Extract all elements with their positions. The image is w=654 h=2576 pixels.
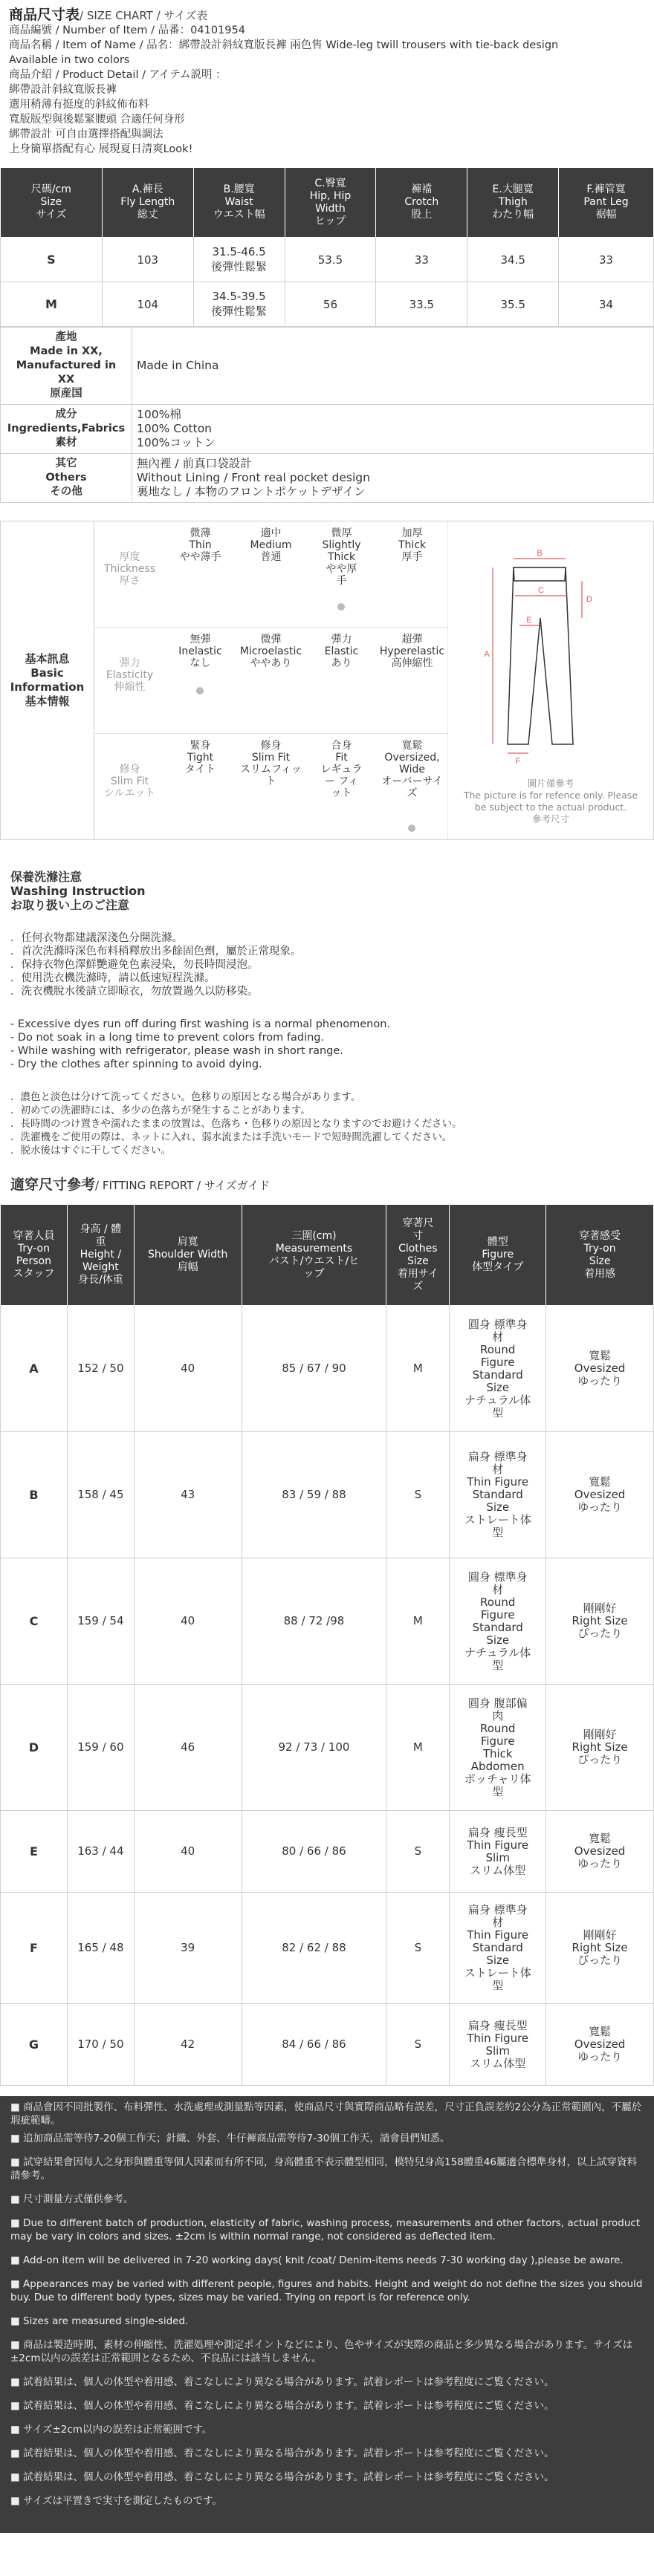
measurements: 92 / 73 / 100: [242, 1685, 386, 1811]
description-line: 商品介紹 / Product Detail / アイテム説明 ：: [9, 69, 227, 81]
fabric-row: [1, 405, 654, 454]
diagram-label-c: C: [538, 586, 544, 595]
figure-type: 圓身 標準身 材 Round Figure Standard Size ナチュラル体 型: [450, 1306, 546, 1432]
col-header-crotch: 褲襠 Crotch 股上: [376, 168, 467, 238]
size-row-s: [1, 238, 654, 282]
figure-type: 扁身 標準身 材 Thin Figure Standard Size ストレート体 型: [450, 1432, 546, 1558]
note-line: ■ Due to different batch of production, elasticity of fabric, washing process, measurements and other factors, actual product may be vary in colors and sizes. ±2cm is within normal range, not considered as deflected item.: [10, 2217, 641, 2242]
fitting-row-b: [1, 1432, 654, 1558]
note-line: ■ 商品は製造時期、素材の伸縮性、洗濯処理や測定ポイントなどにより、色やサイズが実際の商品と多少異なる場合があります。サイズは±2cm以内の誤差は正常範囲となるため、不良品には該当しません。: [10, 2339, 633, 2364]
diagram-label-e: E: [526, 616, 532, 625]
note-line: ■ 試着結果は、個人の体型や着用感、着こなしにより異なる場合があります。試着レポートは参考程度にご覧ください。: [10, 2400, 554, 2412]
pant-leg-value: 33: [559, 238, 654, 282]
option-hyperelastic: 超彈 Hyperelastic 高伸縮性: [379, 634, 445, 669]
origin-label: 產地 Made in XX, Manufactured in XX 原産国: [1, 328, 132, 405]
person-label: F: [1, 1893, 68, 2004]
col-header-fly-length: A.褲長 Fly Length 総丈: [102, 168, 193, 238]
thickness-label: 厚度 Thickness 厚さ: [103, 551, 156, 587]
option-microelastic: 微彈 Microelastic ややあり: [239, 634, 302, 669]
figure-type: 扁身 瘦長型 Thin Figure Slim スリム体型: [450, 2004, 546, 2086]
height-weight: 163 / 44: [67, 1811, 134, 1893]
washing-instructions: [0, 870, 654, 1157]
others-value: 無內裡 / 前真口袋設計 Without Lining / Front real pocket design 裏地なし / 本物のフロントポケットデザイン: [132, 454, 654, 503]
product-description: [9, 23, 645, 157]
crotch-value: 33: [376, 238, 467, 282]
fitting-row-g: [1, 2004, 654, 2086]
diagram-caption: 圖片僅參考 The picture is for refence only. Please be subject to the actual product. 參考尺寸: [463, 778, 638, 824]
figure-type: 圓身 標準身 材 Round Figure Standard Size ナチュラル体 型: [450, 1558, 546, 1685]
fitting-row-e: [1, 1811, 654, 1893]
fitting-row-a: [1, 1306, 654, 1432]
description-line: 商品名稱 / Item of Name / 品名：綁帶設計斜紋寬版長褲 兩色售 Wide-leg twill trousers with tie-back design: [9, 39, 559, 51]
description-line: 商品編號 / Number of Item / 品番：04101954: [9, 25, 245, 36]
shoulder-width: 40: [134, 1306, 242, 1432]
col-header-pant-leg: F.褲管寬 Pant Leg 裾幅: [559, 168, 654, 238]
option-thin: 微薄 Thin やや薄手: [179, 527, 221, 563]
note-line: ■ 商品會因不同批製作、布料彈性、水洗處理或測量點等因素，使商品尺寸與實際商品略有誤差，尺寸正負誤差約2公分為正常範圍內，不屬於瑕疵範疇。: [10, 2101, 642, 2127]
crotch-value: 33.5: [376, 282, 467, 327]
try-on-feel: 寬鬆 Ovesized ゆったり: [546, 1432, 654, 1558]
clothes-size: S: [386, 1432, 450, 1558]
waist-value: 31.5-46.5 後彈性鬆緊: [193, 238, 285, 282]
person-label: E: [1, 1811, 68, 1893]
try-on-feel: 寬鬆 Ovesized ゆったり: [546, 2004, 654, 2086]
others-label: 其它 Others その他: [1, 454, 132, 503]
measurements: 80 / 66 / 86: [242, 1811, 386, 1893]
selected-dot: [196, 687, 204, 695]
pant-leg-value: 34: [559, 282, 654, 327]
col-header-waist: B.腰寬 Waist ウエスト幅: [193, 168, 285, 238]
selected-dot: [408, 824, 415, 832]
measurements: 82 / 62 / 88: [242, 1893, 386, 2004]
wash-jp-line: ．脱水後はすぐに干してください。: [10, 1145, 171, 1157]
thigh-value: 34.5: [467, 238, 559, 282]
option-elastic: 彈力 Elastic あり: [324, 634, 359, 669]
description-line: 綁帶設計 可自由選擇搭配與調法: [9, 129, 164, 140]
trousers-diagram: [447, 521, 653, 839]
diagram-label-b: B: [537, 549, 543, 558]
thigh-value: 35.5: [467, 282, 559, 327]
fitting-report-title: 適穿尺寸參考/ FITTING REPORT / サイズガイド: [10, 1177, 271, 1193]
note-line: ■ 試穿結果會因每人之身形與體重等個人因素而有所不同，身高體重不表示體型相同，模特兒身高158體重46屬適合標準身材，以上試穿資料請參考。: [10, 2156, 637, 2182]
col-header-measurements: 三圍(cm) Measurements バスト/ウエスト/ヒ ップ: [242, 1205, 386, 1306]
col-header-hip: C.臀寬 Hip, Hip Width ヒップ: [285, 168, 376, 238]
note-line: ■ 尺寸測量方式僅供參考。: [10, 2193, 134, 2205]
height-weight: 158 / 45: [67, 1432, 134, 1558]
wash-zh-line: ．洗衣機脫水後請立即晾衣，勿放置過久以防移染。: [10, 986, 259, 998]
note-line: ■ 追加商品需等待7-20個工作天；針織、外套、牛仔褲商品需等待7-30個工作天，請會員們知悉。: [10, 2133, 450, 2144]
shoulder-width: 43: [134, 1432, 242, 1558]
col-header-shoulder: 肩寬 Shoulder Width 肩幅: [134, 1205, 242, 1306]
measurements: 85 / 67 / 90: [242, 1306, 386, 1432]
col-header-height-weight: 身高 / 體 重 Height / Weight 身長/体重: [67, 1205, 134, 1306]
measurements: 83 / 59 / 88: [242, 1432, 386, 1558]
note-line: ■ サイズは平置きで実寸を測定したものです。: [10, 2495, 222, 2507]
selected-dot: [337, 603, 345, 611]
option-thick: 加厚 Thick 厚手: [398, 527, 427, 563]
option-slightly-thick: 微厚 Slightly Thick やや厚 手: [306, 521, 377, 627]
product-header: [0, 0, 654, 157]
try-on-feel: 剛剛好 Right Size ぴったり: [546, 1685, 654, 1811]
note-line: ■ Add-on item will be delivered in 7-20 working days( knit /coat/ Denim-items needs 7-30 working day ),please be aware.: [10, 2254, 624, 2266]
fitting-report-table: [0, 1204, 654, 2086]
clothes-size: S: [386, 1811, 450, 1893]
origin-value: Made in China: [132, 328, 654, 405]
height-weight: 159 / 60: [67, 1685, 134, 1811]
measurements: 84 / 66 / 86: [242, 2004, 386, 2086]
option-fit: 合身 Fit レギュラ ー フィ ット: [320, 740, 363, 799]
origin-row: [1, 328, 654, 405]
diagram-label-d: D: [586, 595, 592, 604]
hip-value: 56: [285, 282, 376, 327]
option-tight: 緊身 Tight タイト: [184, 740, 216, 775]
fly-length-value: 103: [102, 238, 193, 282]
person-label: C: [1, 1558, 68, 1685]
wash-zh-line: ．任何衣物都建議深淺色分開洗滌。: [10, 932, 183, 944]
note-line: ■ サイズ±2cm以内の誤差は正常範囲です。: [10, 2424, 213, 2436]
col-header-clothes-size: 穿著尺 寸 Clothes Size 着用サイ ズ: [386, 1205, 450, 1306]
wash-jp-line: ．洗濯機をご使用の際は、ネットに入れ、弱水流または手洗いモードで短時間洗濯してください。: [10, 1131, 453, 1143]
option-slim-fit: 修身 Slim Fit スリムフィッ ト: [240, 740, 302, 787]
wash-en-line: - Excessive dyes run off during first washing is a normal phenomenon.: [10, 1018, 390, 1030]
col-header-try-on-size: 穿著感受 Try-on Size 着用感: [546, 1205, 654, 1306]
wash-zh-line: ．首次洗滌時深色布料稍釋放出多餘固色劑，屬於正常現象。: [10, 946, 302, 957]
fitting-row-c: [1, 1558, 654, 1685]
clothes-size: M: [386, 1558, 450, 1685]
size-row-m: [1, 282, 654, 327]
wash-en-line: - Dry the clothes after spinning to avoid dying.: [10, 1058, 262, 1070]
fit-row: [94, 734, 447, 840]
col-header-person: 穿著人員 Try-on Person スタッフ: [1, 1205, 68, 1306]
height-weight: 152 / 50: [67, 1306, 134, 1432]
fabric-label: 成分 Ingredients,Fabrics 素材: [1, 405, 132, 454]
shoulder-width: 42: [134, 2004, 242, 2086]
diagram-label-f: F: [515, 757, 521, 766]
clothes-size: M: [386, 1306, 450, 1432]
material-info-table: [0, 327, 654, 503]
option-inelastic: 無彈 Inelastic なし: [165, 628, 236, 733]
wash-zh-line: ．使用洗衣機洗滌時，請以低速短程洗滌。: [10, 972, 216, 984]
wash-zh-line: ．保持衣物色澤鮮艷避免色素浸染，勿長時間浸泡。: [10, 959, 259, 971]
size-chart-header-row: [1, 168, 654, 238]
height-weight: 165 / 48: [67, 1893, 134, 2004]
clothes-size: S: [386, 2004, 450, 2086]
description-line: 上身簡單搭配有心 展現夏日清爽Look!: [9, 143, 193, 155]
option-medium: 適中 Medium 普通: [250, 527, 292, 563]
thickness-row: [94, 521, 447, 628]
figure-type: 扁身 瘦長型 Thin Figure Slim スリム体型: [450, 1811, 546, 1893]
person-label: A: [1, 1306, 68, 1432]
measurements: 88 / 72 /98: [242, 1558, 386, 1685]
fitting-row-d: [1, 1685, 654, 1811]
basic-information-label: 基本訊息 Basic Information 基本情報: [1, 521, 94, 839]
description-line: 綁帶設計斜紋寬版長褲: [9, 84, 117, 96]
wash-jp-line: ．長時間のつけ置きや濡れたままの放置は、色落ち・色移りの原因となりますのでお避けください。: [10, 1118, 462, 1130]
size-label: S: [1, 238, 103, 282]
height-weight: 159 / 54: [67, 1558, 134, 1685]
note-line: ■ 試着結果は、個人の体型や着用感、着こなしにより異なる場合があります。試着レポートは参考程度にご覧ください。: [10, 2471, 554, 2483]
fly-length-value: 104: [102, 282, 193, 327]
wash-jp-line: ．初めての洗濯時には、多少の色落ちが発生することがあります。: [10, 1105, 311, 1116]
clothes-size: M: [386, 1685, 450, 1811]
fitting-header-row: [1, 1205, 654, 1306]
note-line: ■ Appearances may be varied with different people, figures and habits. Height and weight do not define the sizes you should buy. Due to different body types, sizes may be varied. Trying on report is for reference only.: [10, 2278, 643, 2303]
fabric-attributes: [94, 521, 447, 839]
size-label: M: [1, 282, 103, 327]
shoulder-width: 40: [134, 1811, 242, 1893]
person-label: D: [1, 1685, 68, 1811]
try-on-feel: 寬鬆 Ovesized ゆったり: [546, 1306, 654, 1432]
hip-value: 53.5: [285, 238, 376, 282]
col-header-thigh: E.大腿寬 Thigh わたり幅: [467, 168, 559, 238]
diagram-label-a: A: [484, 650, 490, 659]
shoulder-width: 39: [134, 1893, 242, 2004]
height-weight: 170 / 50: [67, 2004, 134, 2086]
shoulder-width: 40: [134, 1558, 242, 1685]
try-on-feel: 寬鬆 Ovesized ゆったり: [546, 1811, 654, 1893]
fit-label: 修身 Slim Fit シルエット: [103, 764, 156, 799]
basic-information-panel: [0, 521, 654, 840]
col-header-figure: 體型 Figure 体型タイプ: [450, 1205, 546, 1306]
description-line: 選用稍薄有挺度的斜紋佈布料: [9, 99, 149, 111]
disclaimer-notes: [0, 2096, 654, 2533]
trousers-measurement-icon: [448, 521, 653, 774]
fabric-value: 100%棉 100% Cotton 100%コットン: [132, 405, 654, 454]
elasticity-label: 彈力 Elasticity 伸縮性: [106, 657, 154, 693]
others-row: [1, 454, 654, 503]
washing-title: 保養洗滌注意 Washing Instruction お取り扱い上のご注意: [10, 870, 146, 912]
try-on-feel: 剛剛好 Right Size ぴったり: [546, 1558, 654, 1685]
shoulder-width: 46: [134, 1685, 242, 1811]
fitting-row-f: [1, 1893, 654, 2004]
elasticity-row: [94, 628, 447, 734]
person-label: B: [1, 1432, 68, 1558]
person-label: G: [1, 2004, 68, 2086]
wash-jp-line: ．濃色と淡色は分けて洗ってください。色移りの原因となる場合があります。: [10, 1091, 361, 1103]
note-line: ■ Sizes are measured single-sided.: [10, 2315, 189, 2327]
figure-type: 扁身 標準身 材 Thin Figure Standard Size ストレート体 型: [450, 1893, 546, 2004]
note-line: ■ 試着結果は、個人の体型や着用感、着こなしにより異なる場合があります。試着レポートは参考程度にご覧ください。: [10, 2376, 554, 2388]
description-line: Available in two colors: [9, 54, 130, 66]
size-chart-title: 商品尺寸表/ SIZE CHART / サイズ表: [9, 7, 208, 23]
option-oversized: 寬鬆 Oversized, Wide オーバーサイ ズ: [377, 734, 447, 840]
col-header-size: 尺碼/cm Size サイズ: [1, 168, 103, 238]
waist-value: 34.5-39.5 後彈性鬆緊: [193, 282, 285, 327]
try-on-feel: 剛剛好 Right Size ぴったり: [546, 1893, 654, 2004]
description-line: 寬版版型與後鬆緊腰頭 合適任何身形: [9, 114, 185, 126]
clothes-size: S: [386, 1893, 450, 2004]
note-line: ■ 試着結果は、個人の体型や着用感、着こなしにより異なる場合があります。試着レポートは参考程度にご覧ください。: [10, 2447, 554, 2459]
wash-en-line: - While washing with refrigerator, please wash in short range.: [10, 1045, 343, 1057]
size-chart-table: [0, 167, 654, 327]
figure-type: 圓身 腹部偏 肉 Round Figure Thick Abdomen ポッチャリ体 型: [450, 1685, 546, 1811]
size-chart-subtitle: / SIZE CHART / サイズ表: [80, 9, 208, 22]
wash-en-line: - Do not soak in a long time to prevent colors from fading.: [10, 1032, 325, 1044]
